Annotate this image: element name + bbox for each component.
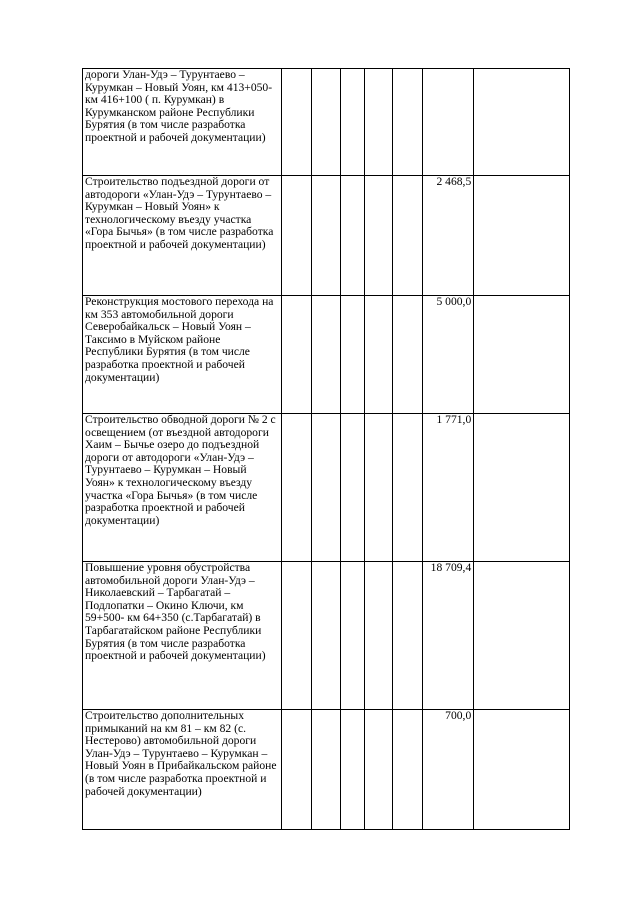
empty-cell: [393, 296, 423, 414]
empty-cell: [474, 296, 570, 414]
empty-cell: [341, 710, 364, 830]
empty-cell: [281, 296, 311, 414]
empty-cell: [364, 710, 393, 830]
empty-cell: [393, 562, 423, 710]
empty-cell: [474, 710, 570, 830]
empty-cell: [281, 69, 311, 176]
row-amount: 1 771,0: [423, 414, 474, 562]
table-row: [83, 69, 570, 176]
empty-cell: [364, 562, 393, 710]
empty-cell: [393, 710, 423, 830]
empty-cell: [474, 414, 570, 562]
budget-table: [82, 68, 570, 830]
empty-cell: [281, 562, 311, 710]
table-row: [83, 710, 570, 830]
row-description: Строительство обводной дороги № 2 с освещением (от въездной автодороги Хаим – Бычье озеро до подъездной дороги от автодороги «Улан-Удэ – Турунтаево – Курумкан – Новый Уоян» к технологическому въезду участка «Гора Бычья» (в том числе разработка проектной и рабочей документации): [83, 414, 282, 562]
empty-cell: [311, 562, 341, 710]
row-description: дороги Улан-Удэ – Турунтаево – Курумкан – Новый Уоян, км 413+050- км 416+100 ( п. Курумкан) в Курумканском районе Республики Бурятия (в том числе разработка проектной и рабочей документации): [83, 69, 282, 176]
row-description: Строительство подъездной дороги от автодороги «Улан-Удэ – Турунтаево – Курумкан – Новый Уоян» к технологическому въезду участка «Гора Бычья» (в том числе разработка проектной и рабочей документации): [83, 176, 282, 296]
empty-cell: [341, 296, 364, 414]
empty-cell: [311, 296, 341, 414]
empty-cell: [364, 176, 393, 296]
empty-cell: [341, 414, 364, 562]
empty-cell: [311, 69, 341, 176]
row-description: Строительство дополнительных примыканий на км 81 – км 82 (с. Нестерово) автомобильной дороги Улан-Удэ – Турунтаево – Курумкан – Новый Уоян в Прибайкальском районе (в том числе разработка проектной и рабочей документации): [83, 710, 282, 830]
empty-cell: [311, 710, 341, 830]
empty-cell: [393, 69, 423, 176]
table-row: [83, 414, 570, 562]
row-amount: [423, 69, 474, 176]
empty-cell: [311, 414, 341, 562]
empty-cell: [474, 562, 570, 710]
empty-cell: [364, 296, 393, 414]
empty-cell: [393, 176, 423, 296]
empty-cell: [281, 176, 311, 296]
empty-cell: [474, 69, 570, 176]
empty-cell: [341, 69, 364, 176]
empty-cell: [281, 710, 311, 830]
row-description: Повышение уровня обустройства автомобильной дороги Улан-Удэ – Николаевский – Тарбагатай – Подлопатки – Окино Ключи, км 59+500- км 64+350 (с.Тарбагатай) в Тарбагатайском районе Республики Бурятия (в том числе разработка проектной и рабочей документации): [83, 562, 282, 710]
empty-cell: [311, 176, 341, 296]
empty-cell: [281, 414, 311, 562]
row-amount: 700,0: [423, 710, 474, 830]
row-description: Реконструкция мостового перехода на км 353 автомобильной дороги Северобайкальск – Новый Уоян – Таксимо в Муйском районе Республики Бурятия (в том числе разработка проектной и рабочей документации): [83, 296, 282, 414]
empty-cell: [393, 414, 423, 562]
row-amount: 5 000,0: [423, 296, 474, 414]
empty-cell: [474, 176, 570, 296]
empty-cell: [341, 562, 364, 710]
row-amount: 18 709,4: [423, 562, 474, 710]
table-row: [83, 562, 570, 710]
table-row: [83, 176, 570, 296]
empty-cell: [364, 69, 393, 176]
table-row: [83, 296, 570, 414]
row-amount: 2 468,5: [423, 176, 474, 296]
empty-cell: [364, 414, 393, 562]
empty-cell: [341, 176, 364, 296]
